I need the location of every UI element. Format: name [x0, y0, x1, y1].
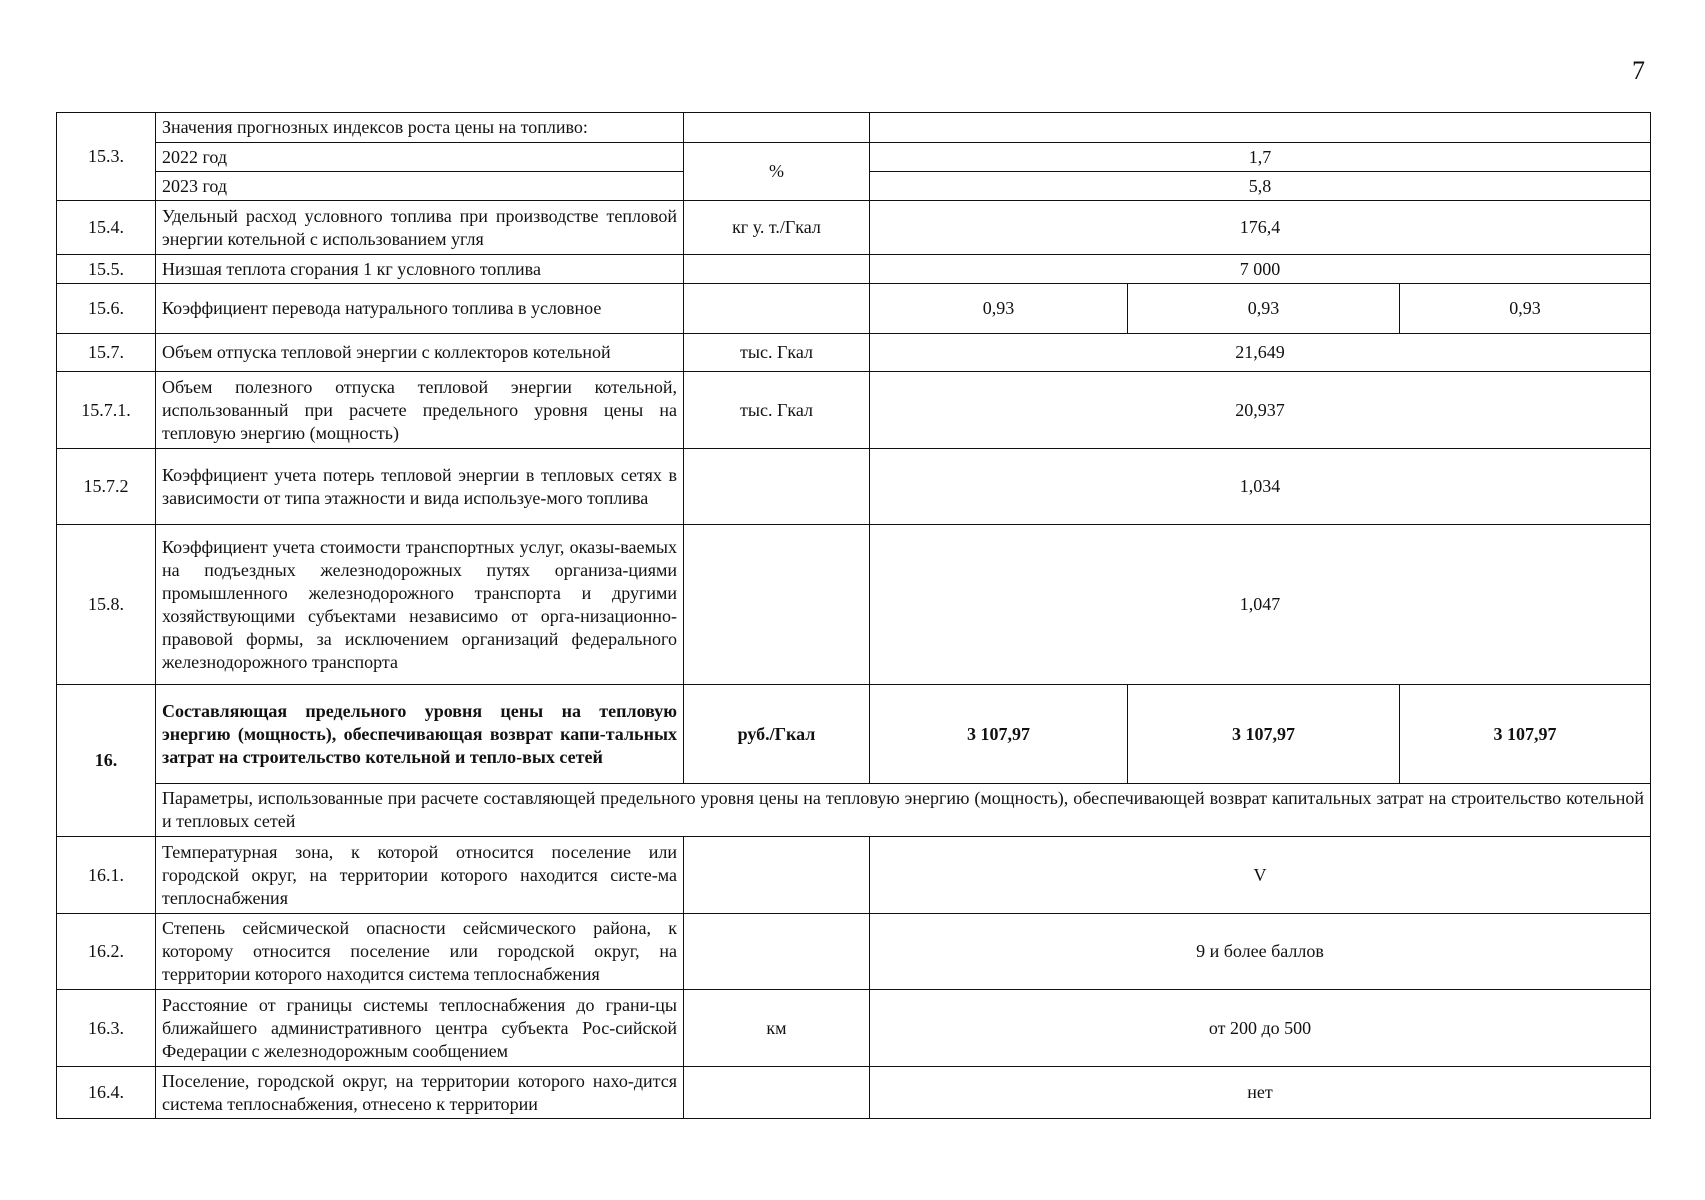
row-unit: % [684, 143, 870, 201]
row-unit-empty [684, 914, 870, 990]
row-description: Коэффициент перевода натурального топлива в условное [156, 284, 684, 334]
row-description: Составляющая предельного уровня цены на тепловую энергию (мощность), обеспечивающая возврат капи-тальных затрат на строительство котельной и теплo-вых сетей [156, 685, 684, 784]
table-row [57, 990, 1651, 1067]
row-value: 1,034 [870, 449, 1651, 525]
table-row [57, 143, 1651, 172]
row-unit: кг у. т./Гкал [684, 201, 870, 255]
row-unit: тыс. Гкал [684, 372, 870, 449]
table-row [57, 525, 1651, 685]
table-row [57, 334, 1651, 372]
row-number: 16. [57, 685, 156, 837]
row-value-empty [870, 113, 1651, 143]
row-unit: руб./Гкал [684, 685, 870, 784]
row-value: 176,4 [870, 201, 1651, 255]
row-unit-empty [684, 449, 870, 525]
table-row [57, 201, 1651, 255]
row-unit: тыс. Гкал [684, 334, 870, 372]
row-value: от 200 до 500 [870, 990, 1651, 1067]
row-value: 1,047 [870, 525, 1651, 685]
row-value-year-1: 3 107,97 [870, 685, 1128, 784]
row-value: 9 и более баллов [870, 914, 1651, 990]
row-value-year-2: 3 107,97 [1128, 685, 1400, 784]
row-value-year-3: 0,93 [1400, 284, 1651, 334]
row-number: 15.5. [57, 255, 156, 284]
row-value: 1,7 [870, 143, 1651, 172]
row-unit-empty [684, 255, 870, 284]
row-number: 15.6. [57, 284, 156, 334]
page-number: 7 [1632, 56, 1645, 85]
row-unit-empty [684, 1067, 870, 1119]
row-value: 20,937 [870, 372, 1651, 449]
row-number: 16.2. [57, 914, 156, 990]
row-number: 16.3. [57, 990, 156, 1067]
row-value: 5,8 [870, 172, 1651, 201]
table-row [57, 113, 1651, 143]
row-unit: км [684, 990, 870, 1067]
row-description: Удельный расход условного топлива при производстве тепловой энергии котельной с использованием угля [156, 201, 684, 255]
row-value-year-3: 3 107,97 [1400, 685, 1651, 784]
row-description: Низшая теплота сгорания 1 кг условного топлива [156, 255, 684, 284]
row-number: 15.8. [57, 525, 156, 685]
row-number: 15.7.1. [57, 372, 156, 449]
row-value-year-1: 0,93 [870, 284, 1128, 334]
table-row [57, 784, 1651, 837]
row-unit-empty [684, 525, 870, 685]
row-description: Объем полезного отпуска тепловой энергии котельной, использованный при расчете предельного уровня цены на тепловую энергию (мощность) [156, 372, 684, 449]
tariff-parameters-table [56, 112, 1651, 1119]
row-number: 16.1. [57, 837, 156, 914]
row-description: Температурная зона, к которой относится поселение или городской округ, на территории которого находится систе-ма теплоснабжения [156, 837, 684, 914]
row-description: Значения прогнозных индексов роста цены на топливо: [156, 113, 684, 143]
row-description: 2022 год [156, 143, 684, 172]
table-row [57, 255, 1651, 284]
params-header: Параметры, использованные при расчете составляющей предельного уровня цены на тепловую энергию (мощность), обеспечивающей возврат капитальных затрат на строительство котельной и тепловых сетей [156, 784, 1651, 837]
table-row [57, 837, 1651, 914]
row-number: 15.4. [57, 201, 156, 255]
row-number: 16.4. [57, 1067, 156, 1119]
table-row [57, 284, 1651, 334]
row-description: Коэффициент учета потерь тепловой энергии в тепловых сетях в зависимости от типа этажности и вида используе-мого топлива [156, 449, 684, 525]
table-row [57, 449, 1651, 525]
row-description: Расстояние от границы системы теплоснабжения до грани-цы ближайшего административного центра субъекта Рос-сийской Федерации с железнодорожным сообщением [156, 990, 684, 1067]
row-unit-empty [684, 113, 870, 143]
row-value: V [870, 837, 1651, 914]
row-number: 15.7.2 [57, 449, 156, 525]
row-description: Степень сейсмической опасности сейсмического района, к которому относится поселение или городской округ, на территории которого находится система теплоснабжения [156, 914, 684, 990]
row-description: 2023 год [156, 172, 684, 201]
row-value: нет [870, 1067, 1651, 1119]
row-description: Коэффициент учета стоимости транспортных услуг, оказы-ваемых на подъездных железнодорожных путях организа-циями промышленного железнодорожного транспорта и другими хозяйствующими субъектами независимо от орга-низационно-правовой формы, за исключением организаций федерального железнодорожного транспорта [156, 525, 684, 685]
table-row [57, 914, 1651, 990]
row-unit-empty [684, 837, 870, 914]
row-number: 15.3. [57, 113, 156, 201]
row-description: Объем отпуска тепловой энергии с коллекторов котельной [156, 334, 684, 372]
row-unit-empty [684, 284, 870, 334]
table-row [57, 372, 1651, 449]
row-value: 21,649 [870, 334, 1651, 372]
row-number: 15.7. [57, 334, 156, 372]
table-row [57, 1067, 1651, 1119]
row-description: Поселение, городской округ, на территории которого нахо-дится система теплоснабжения, отнесено к территории [156, 1067, 684, 1119]
row-value: 7 000 [870, 255, 1651, 284]
table-row [57, 685, 1651, 784]
row-value-year-2: 0,93 [1128, 284, 1400, 334]
